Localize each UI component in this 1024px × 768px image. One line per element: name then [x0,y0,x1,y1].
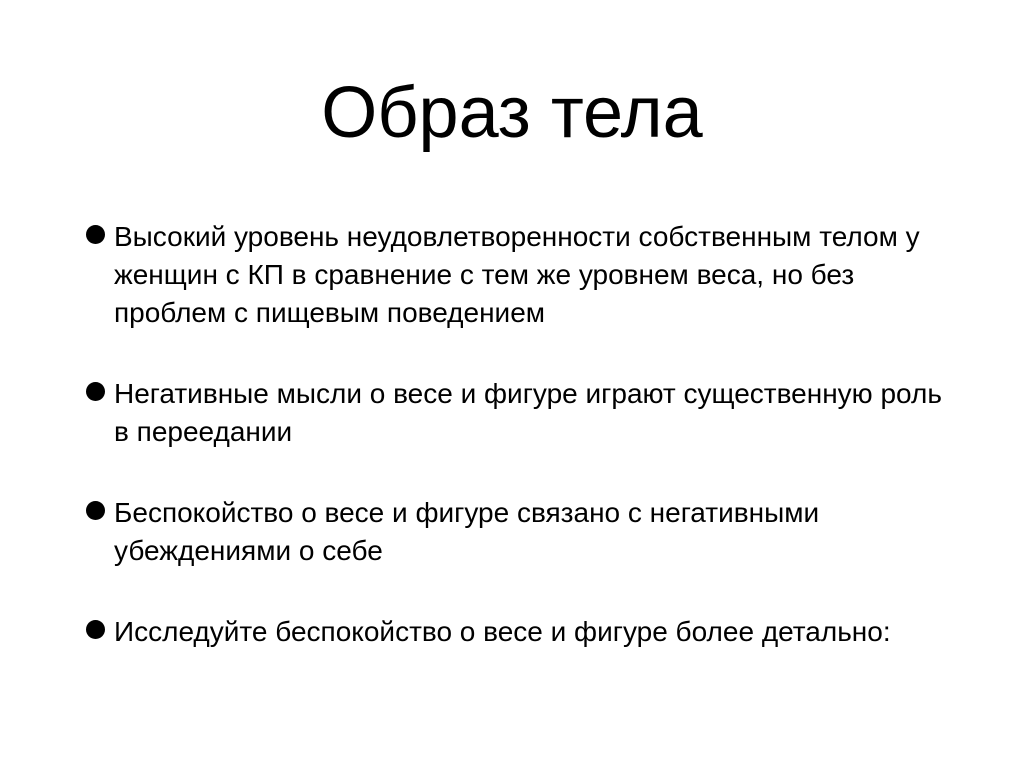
bullet-text: Беспокойство о весе и фигуре связано с негативными убеждениями о себе [114,497,820,566]
bullet-item [80,218,960,332]
slide-title-text: Образ тела [321,73,703,153]
bullet-dot-icon [86,501,105,520]
bullet-item [80,494,960,570]
bullet-dot-icon [86,620,105,639]
bullet-dot-icon [86,225,105,244]
bullet-list [80,218,960,651]
bullet-text: Исследуйте беспокойство о весе и фигуре более детально: [114,616,891,647]
bullet-text: Негативные мысли о весе и фигуре играют существенную роль в переедании [114,378,942,447]
slide-title [0,68,1024,158]
bullet-text: Высокий уровень неудовлетворенности собственным телом у женщин с КП в сравнение с тем же уровнем веса, но без проблем с пищевым поведением [114,221,920,328]
bullet-dot-icon [86,382,105,401]
bullet-item [80,375,960,451]
bullet-item [80,613,960,651]
